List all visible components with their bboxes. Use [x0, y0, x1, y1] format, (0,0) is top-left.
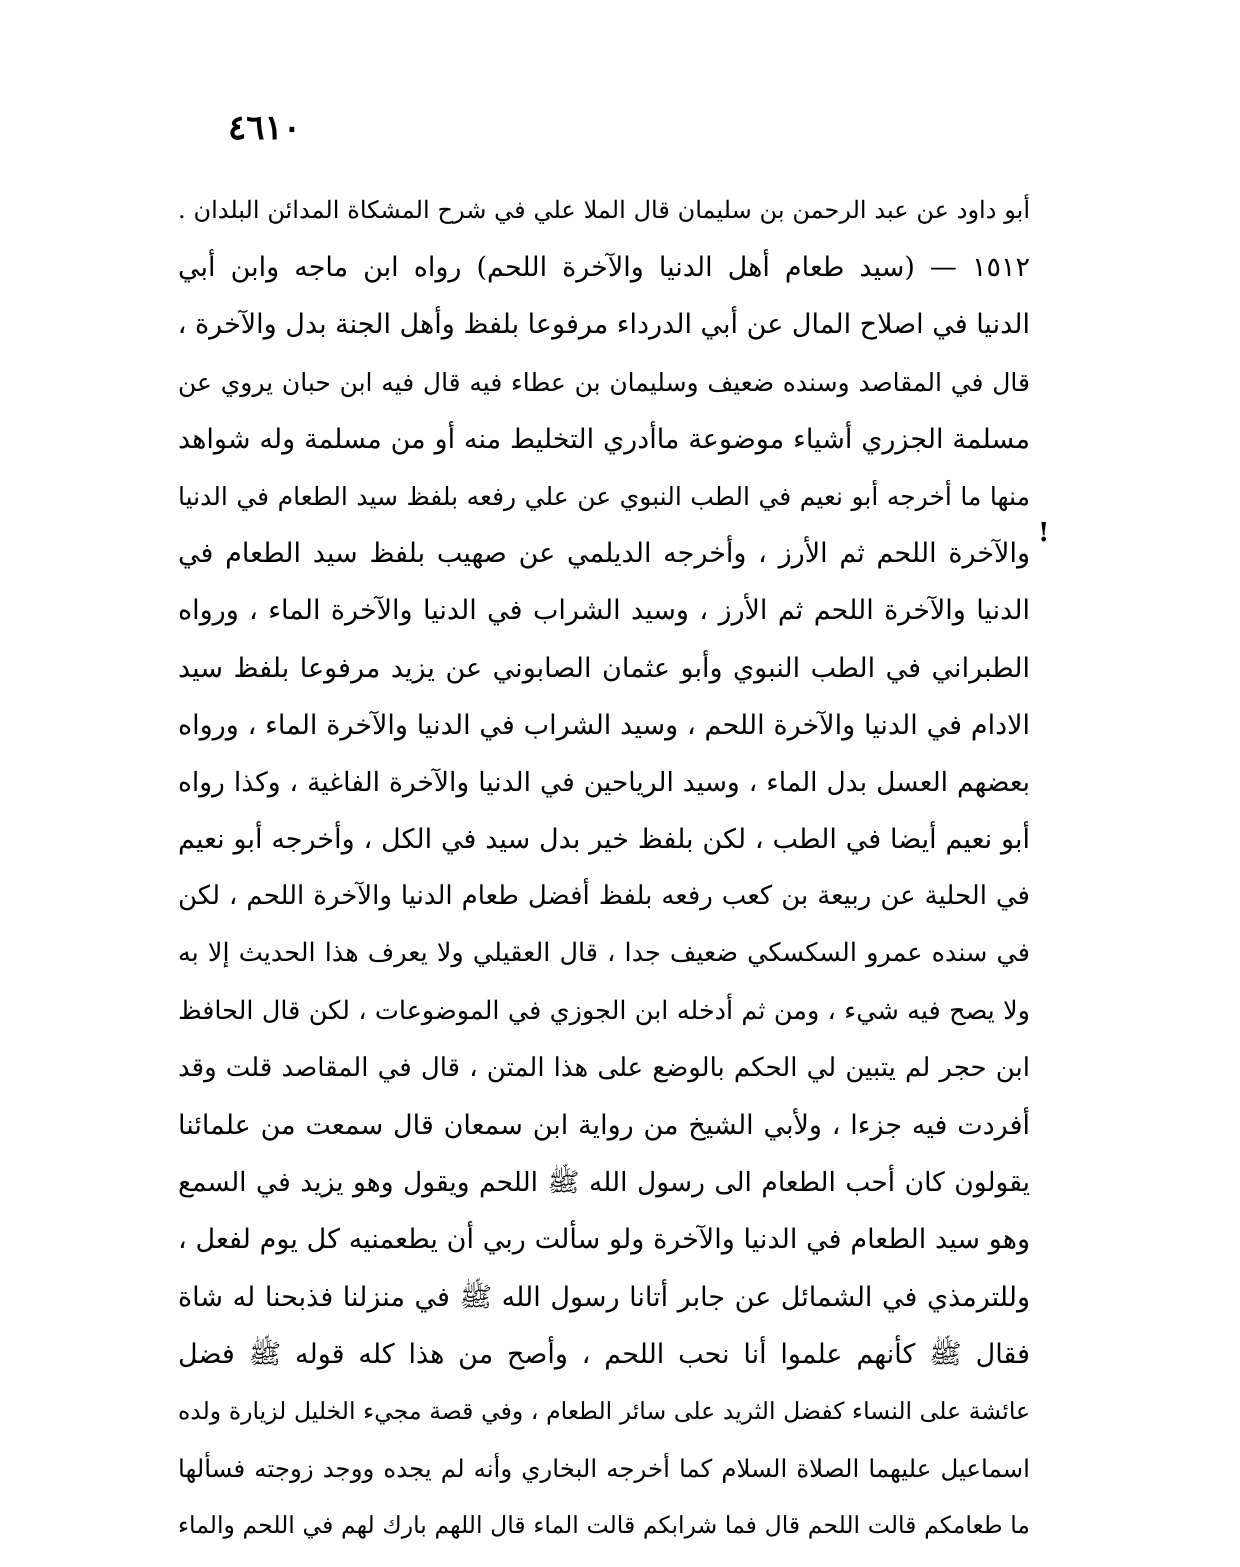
text-line: مسلمة الجزري أشياء موضوعة ماأدري التخليط منه أو من مسلمة وله شواهد [178, 423, 1030, 455]
text-line: أفردت فيه جزءا ، ولأبي الشيخ من رواية ابن سمعان قال سمعت من علمائنا [178, 1110, 1030, 1141]
text-line: عائشة على النساء كفضل الثريد على سائر الطعام ، وفي قصة مجيء الخليل لزيارة ولده [178, 1396, 1030, 1425]
text-line: أبو داود عن عبد الرحمن بن سليمان قال الملا علي في شرح المشكاة المدائن البلدان . [178, 196, 1030, 224]
text-line: ولا يصح فيه شيء ، ومن ثم أدخله ابن الجوزي في الموضوعات ، لكن قال الحافظ [178, 995, 1030, 1026]
text-line: في سنده عمرو السكسكي ضعيف جدا ، قال العقيلي ولا يعرف هذا الحديث إلا به [178, 938, 1030, 969]
text-line: منها ما أخرجه أبو نعيم في الطب النبوي عن علي رفعه بلفظ سيد الطعام في الدنيا [178, 481, 1030, 511]
text-line: أبو نعيم أيضا في الطب ، لكن بلفظ خير بدل سيد في الكل ، وأخرجه أبو نعيم [178, 824, 1030, 856]
text-line: الدنيا في اصلاح المال عن أبي الدرداء مرفوعا بلفظ وأهل الجنة بدل والآخرة ، [178, 309, 1030, 341]
text-line: ما طعامكم قالت اللحم قال فما شرابكم قالت الماء قال اللهم بارك لهم في اللحم والماء [178, 1511, 1030, 1540]
text-line: اسماعيل عليهما الصلاة السلام كما أخرجه البخاري وأنه لم يجده ووجد زوجته فسألها [178, 1454, 1030, 1484]
text-line: بعضهم العسل بدل الماء ، وسيد الرياحين في الدنيا والآخرة الفاغية ، وكذا رواه [178, 766, 1030, 798]
text-line: فقال ﷺ كأنهم علموا أنا نحب اللحم ، وأصح من هذا كله قوله ﷺ فضل [178, 1338, 1030, 1370]
text-line: ابن حجر لم يتبين لي الحكم بالوضع على هذا المتن ، قال في المقاصد قلت وقد [178, 1052, 1030, 1083]
text-line: الطبراني في الطب النبوي وأبو عثمان الصابوني عن يزيد مرفوعا بلفظ سيد [178, 652, 1030, 684]
text-line: الدنيا والآخرة اللحم ثم الأرز ، وسيد الشراب في الدنيا والآخرة الماء ، ورواه [178, 595, 1030, 627]
margin-mark: ! [1038, 518, 1050, 548]
body-text [178, 182, 1030, 1555]
text-line: في الحلية عن ربيعة بن كعب رفعه بلفظ أفضل طعام الدنيا والآخرة اللحم ، لكن [178, 881, 1030, 912]
text-line: وللترمذي في الشمائل عن جابر أتانا رسول الله ﷺ في منزلنا فذبحنا له شاة [178, 1281, 1030, 1313]
text-line: الادام في الدنيا والآخرة اللحم ، وسيد الشراب في الدنيا والآخرة الماء ، ورواه [178, 709, 1030, 741]
text-line: وهو سيد الطعام في الدنيا والآخرة ولو سألت ربي أن يطعمنيه كل يوم لفعل ، [178, 1224, 1030, 1256]
text-line: قال في المقاصد وسنده ضعيف وسليمان بن عطاء فيه قال فيه ابن حبان يروي عن [178, 367, 1030, 397]
text-line: والآخرة اللحم ثم الأرز ، وأخرجه الديلمي عن صهيب بلفظ سيد الطعام في [178, 538, 1030, 570]
text-line: يقولون كان أحب الطعام الى رسول الله ﷺ اللحم ويقول وهو يزيد في السمع [178, 1167, 1030, 1199]
page-number: ٤٦١٠ [228, 108, 302, 148]
text-line: ١٥١٢ — (سيد طعام أهل الدنيا والآخرة اللحم) رواه ابن ماجه وابن أبي [178, 252, 1030, 284]
